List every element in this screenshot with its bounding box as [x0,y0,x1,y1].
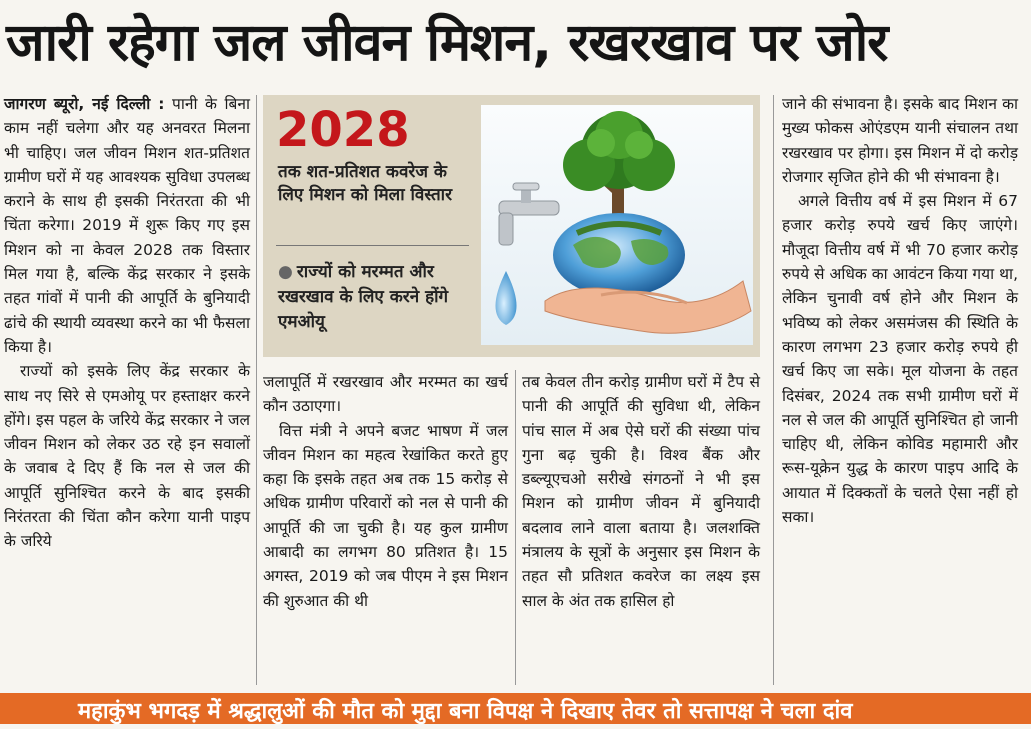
paragraph: राज्यों को इसके लिए केंद्र सरकार के साथ नए सिरे से एमओयू पर हस्ताक्षर करने होंगे। इस पहल के जरिये केंद्र सरकार ने जल जीवन मिशन को लेकर उठ रहे इन सवालों के जवाब दे दिए हैं कि नल से जल की आपूर्ति सुनिश्चित करने के बाद इसकी निरंतरता की चिंता कौन करेगा यानी पाइप के जरिये [4,362,250,551]
article-column-2 [263,370,508,613]
banner-headline: महाकुंभ भगदड़ में श्रद्धालुओं की मौत को मुद्दा बना विपक्ष ने दिखाए तेवर तो सत्तापक्ष ने चला दांव [78,699,853,724]
paragraph: अगले वित्तीय वर्ष में इस मिशन में 67 हजार करोड़ रुपये खर्च किए जाएंगे। मौजूदा वित्तीय वर्ष में भी 70 हजार करोड़ रुपये से अधिक का आवंटन किया गया था, लेकिन चुनावी वर्ष होने और मिशन के भविष्य को लेकर असमंजस की स्थिति के कारण लगभग 23 हजार करोड़ रुपये ही खर्च किए जा सके। मूल योजना के तहत दिसंबर, 2024 तक सभी ग्रामीण घरों में नल से जल की आपूर्ति सुनिश्चित हो जानी चाहिए थी, लेकिन कोविड महामारी और रूस-यूक्रेन युद्ध के कारण पाइप आदि के आयात में दिक्कतों के चलते ऐसा नहीं हो सका। [782,192,1018,527]
info-box-subtitle: तक शत-प्रतिशत कवरेज के लिए मिशन को मिला विस्तार [278,162,453,205]
info-box-bullet-text: राज्यों को मरम्मत और रखरखाव के लिए करने होंगे एमओयू [278,262,449,332]
column-divider [515,370,516,685]
lead-paragraph [4,92,250,359]
byline: जागरण ब्यूरो, नई दिल्ली : [4,95,165,113]
article-column-1 [4,92,250,554]
column-divider [256,95,257,685]
paragraph: तब केवल तीन करोड़ ग्रामीण घरों में टैप से पानी की आपूर्ति की सुविधा थी, लेकिन पांच साल में अब ऐसे घरों की संख्या पांच गुना बढ़ चुकी है। विश्व बैंक और डब्ल्यूएचओ सरीखे संगठनों ने भी इस मिशन को ग्रामीण जीवन में बुनियादी बदलाव लाने वाला बताया है। जलशक्ति मंत्रालय के सूत्रों के अनुसार इस मिशन के तहत सौ प्रतिशत कवरेज का लक्ष्य इस साल के अंत तक हासिल हो [522,373,760,610]
next-headline-banner [0,693,1031,724]
bullet-icon: ● [278,262,293,282]
article-column-4 [782,92,1018,529]
tree-globe-hand-photo [481,105,753,345]
column-divider [773,95,774,685]
paragraph: वित्त मंत्री ने अपने बजट भाषण में जल जीवन मिशन का महत्व रेखांकित करते हुए कहा कि इसके तहत अब तक 15 करोड़ से अधिक ग्रामीण परिवारों को नल से पानी की आपूर्ति की जा चुकी है। यह कुल ग्रामीण आबादी का लगभग 80 प्रतिशत है। 15 अगस्त, 2019 को जब पीएम ने इस मिशन की शुरुआत की थी [263,421,508,610]
article-column-3 [522,370,760,613]
headline-area [0,0,1031,88]
info-box-bullet [278,260,468,335]
info-box-divider [276,245,469,246]
info-box-year: 2028 [276,102,410,158]
headline: जारी रहेगा जल जीवन मिशन, रखरखाव पर जोर [6,13,888,73]
paragraph: जलापूर्ति में रखरखाव और मरम्मत का खर्च कौन उठाएगा। [263,373,508,416]
paragraph: जाने की संभावना है। इसके बाद मिशन का मुख्य फोकस ओएंडएम यानी संचालन तथा रखरखाव पर होगा। इस मिशन में दो करोड़ रोजगार सृजित होने की भी संभावना है। [782,95,1018,186]
lead-text: पानी के बिना काम नहीं चलेगा और यह अनवरत मिलना भी चाहिए। जल जीवन मिशन शत-प्रतिशत ग्रामीण घरों में यह आवश्यक सुविधा उपलब्ध कराने के साथ ही इसकी निरंतरता की भी चिंता करेगा। 2019 में शुरू किए गए इस मिशन को ना केवल 2028 तक विस्तार मिल गया है, बल्कि केंद्र सरकार ने इसके तहत गांवों में पानी की आपूर्ति के बुनियादी ढांचे की स्थायी व्यवस्था करने का भी फैसला किया है। [4,95,250,356]
